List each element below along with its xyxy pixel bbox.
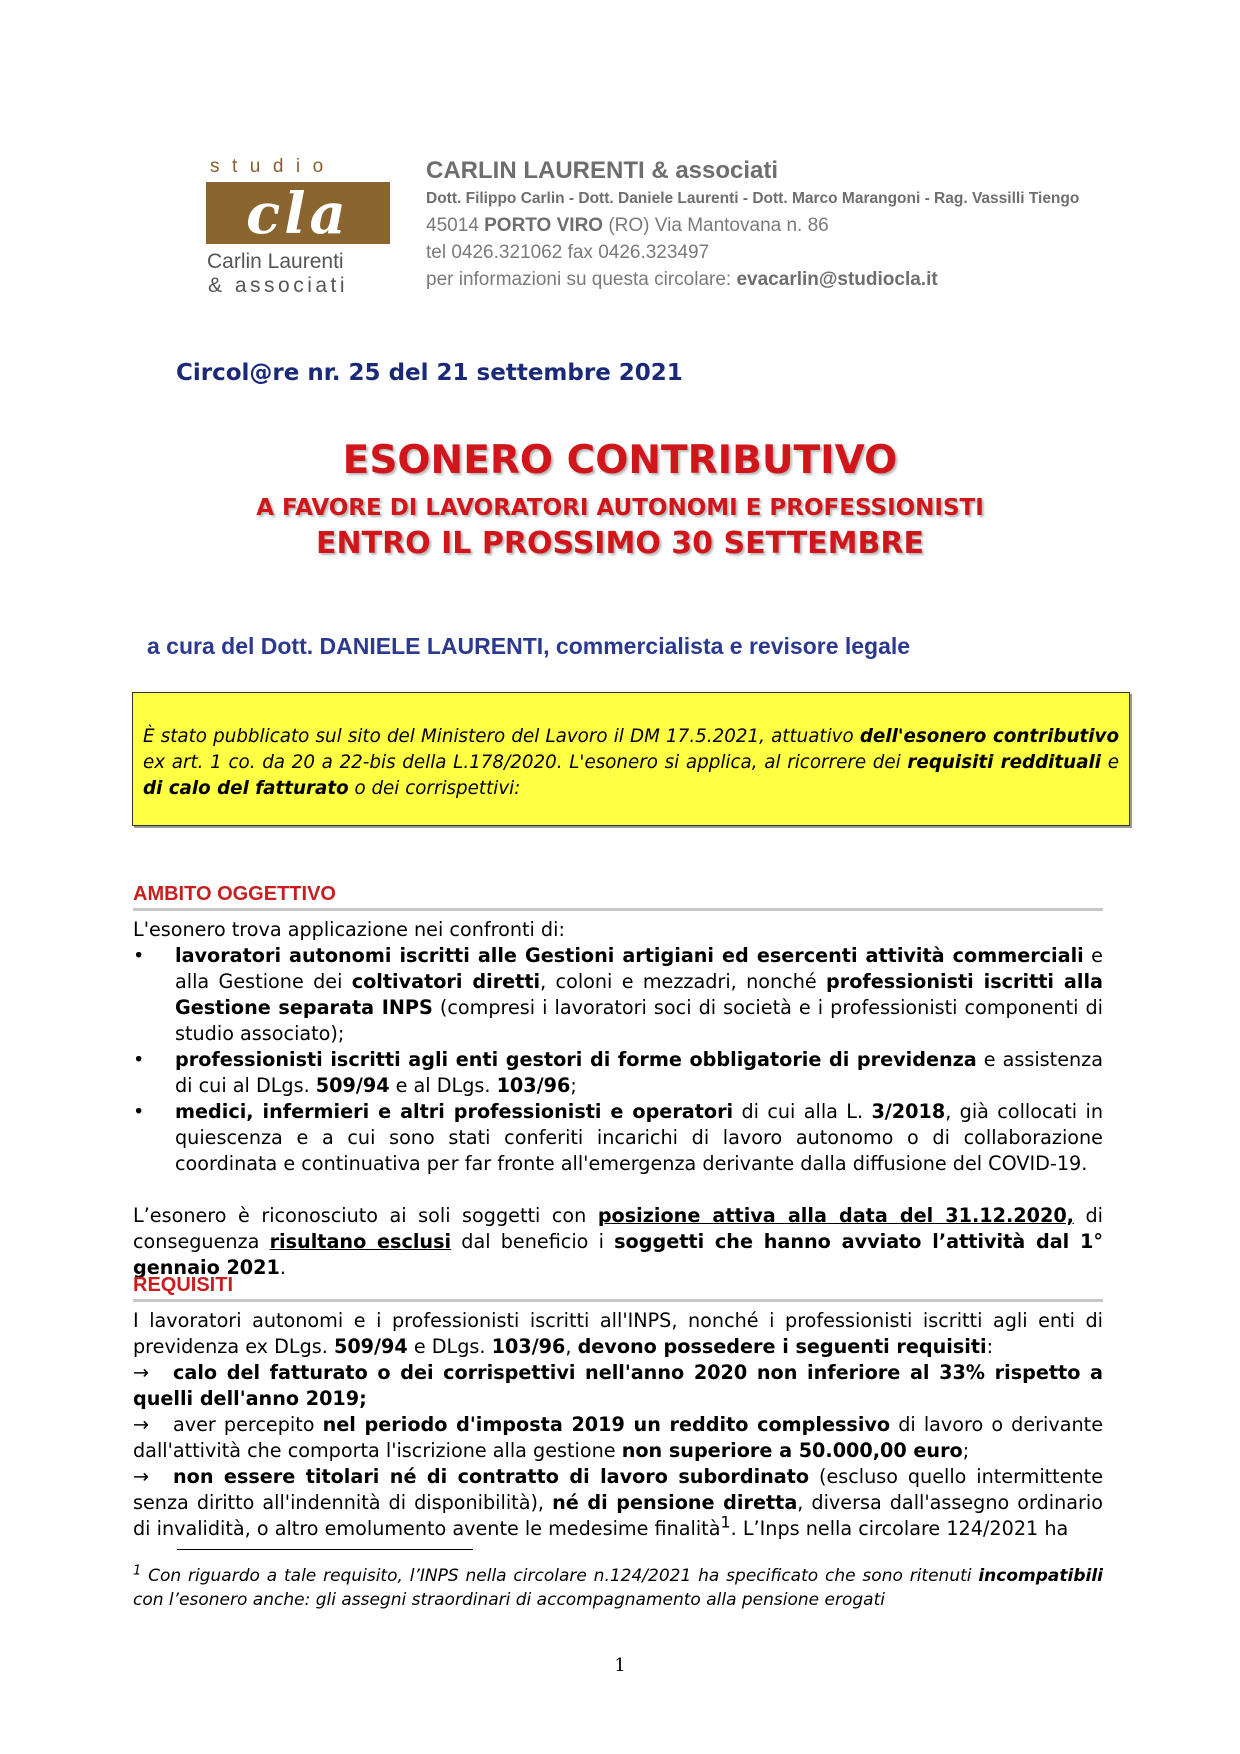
page-number: 1 (614, 1655, 626, 1676)
firm-partners: Dott. Filippo Carlin - Dott. Daniele Laurenti - Dott. Marco Marangoni - Rag. Vassilli Tiengo (426, 190, 1080, 207)
section-intro: L'esonero trova applicazione nei confronti di: (133, 918, 565, 941)
abstract-text: ex art. 1 co. da 20 a 22-bis della L.178/2020. L'esonero si applica, al ricorrere dei (143, 752, 908, 773)
firm-info (426, 266, 1079, 293)
text: e alla Gestione dei (175, 944, 1103, 993)
logo-mark-text: cla (246, 181, 350, 247)
circular-number: Circol@re nr. 25 del 21 settembre 2021 (176, 360, 683, 386)
bullet-icon: • (133, 944, 145, 967)
firm-name: CARLIN LAURENTI & associati (426, 157, 779, 184)
text: di cui alla L. (733, 1100, 872, 1123)
arrow-right-icon: → (133, 1361, 150, 1384)
bullet-icon: • (133, 1048, 145, 1071)
firm-email-link[interactable]: evacarlin@studiocla.it (736, 269, 938, 290)
bold-text: non superiore a 50.000,00 euro (621, 1439, 963, 1462)
section-heading-requisiti: REQUISITI (133, 1274, 1103, 1302)
section-body-ambito (133, 917, 1103, 1281)
logo-mark (206, 181, 390, 247)
main-title: ESONERO CONTRIBUTIVO (342, 438, 898, 483)
text: di conseguenza (133, 1204, 1103, 1253)
bold-text: coltivatori diretti (351, 970, 541, 993)
footnote-ref[interactable]: 1 (720, 1512, 731, 1532)
logo-name-line1: Carlin Laurenti (207, 250, 344, 273)
text: e assistenza di cui al DLgs. (175, 1048, 1103, 1097)
abstract-text: È stato pubblicato sul sito del Ministero del Lavoro il DM 17.5.2021, attuativo (143, 726, 860, 747)
text: . L’Inps nella circolare 124/2021 ha (730, 1517, 1069, 1540)
arrow-right-icon: → (133, 1465, 150, 1488)
deadline-title: ENTRO IL PROSSIMO 30 SETTEMBRE (316, 526, 924, 561)
list-item (133, 1464, 1103, 1542)
footnote (133, 1564, 1103, 1612)
text: , (565, 1335, 578, 1358)
firm-info-prefix: per informazioni su questa circolare: (426, 269, 732, 290)
list-item (133, 1412, 1103, 1464)
exclusion-paragraph (133, 1203, 1103, 1281)
firm-cap: 45014 (426, 215, 479, 236)
bold-text: calo del fatturato o dei corrispettivi nell'anno 2020 non inferiore al 33% rispetto a quelli dell'anno 2019; (133, 1361, 1103, 1410)
firm-header (426, 156, 1079, 293)
abstract-bold: requisiti reddituali (907, 752, 1102, 773)
text: aver percepito (173, 1413, 323, 1436)
text: di lavoro o derivante dall'attività che comporta l'iscrizione alla gestione (133, 1413, 1103, 1462)
text: ; (570, 1074, 577, 1097)
text: e al DLgs. (389, 1074, 497, 1097)
list-item (133, 1047, 1103, 1099)
requirements-intro (133, 1308, 1103, 1360)
text: L’esonero è riconosciuto ai soli soggetti con (133, 1204, 598, 1227)
logo-name-line2: & associati (208, 274, 349, 297)
bold-text: incompatibili (978, 1566, 1103, 1586)
bold-text: nel periodo d'imposta 2019 un reddito complessivo (322, 1413, 891, 1436)
bold-text: professionisti iscritti agli enti gestori di forme obbligatorie di previdenza (175, 1048, 977, 1071)
firm-phones: tel 0426.321062 fax 0426.323497 (426, 242, 710, 263)
firm-address (426, 212, 1079, 239)
bold-text: devono possedere i seguenti requisiti (577, 1335, 987, 1358)
text: (escluso quello intermittente senza diritto all'indennità di disponibilità), (133, 1465, 1103, 1514)
bold-text: non essere titolari né di contratto di lavoro subordinato (173, 1465, 810, 1488)
text: I lavoratori autonomi e i professionisti iscritti all'INPS, nonché i professionisti iscritti agli enti di previdenza ex DLgs. (133, 1309, 1103, 1358)
list-item (133, 1099, 1103, 1177)
bold-text: 3/2018 (871, 1100, 946, 1123)
footnote-number: 1 (133, 1563, 142, 1579)
logo-studio-text: studio (210, 156, 336, 177)
list-item (133, 943, 1103, 1047)
bullet-icon: • (133, 1100, 145, 1123)
list-item (133, 1360, 1103, 1412)
text: (compresi i lavoratori soci di società e i professionisti componenti di studio associato); (175, 996, 1104, 1045)
text: , già collocati in quiescenza e a cui sono stati conferiti incarichi di lavoro autonomo o di collaborazione coordinata e continuativa per far fronte all'emergenza derivante dalla diffusione del COVID-19. (175, 1100, 1103, 1175)
underlined-bold-text: risultano esclusi (269, 1230, 452, 1253)
studio-logo (206, 156, 392, 296)
text: e DLgs. (407, 1335, 492, 1358)
text: : (986, 1335, 994, 1358)
section-heading-ambito: AMBITO OGGETTIVO (133, 883, 1103, 911)
bold-text: medici, infermieri e altri professionisti e operatori (175, 1100, 734, 1123)
text: Con riguardo a tale requisito, l’INPS nella circolare n.124/2021 ha specificato che sono ritenuti (141, 1566, 979, 1586)
text: . (279, 1256, 286, 1279)
bold-text: 103/96 (496, 1074, 571, 1097)
bold-text: soggetti che hanno avviato l’attività dal 1° gennaio 2021 (133, 1230, 1103, 1279)
bold-text: 509/94 (315, 1074, 390, 1097)
text: con l’esonero anche: gli assegni straordinari di accompagnamento alla pensione erogati (133, 1590, 885, 1610)
underlined-bold-text: posizione attiva alla data del 31.12.2020, (597, 1204, 1074, 1227)
bold-text: 509/94 (333, 1335, 408, 1358)
arrow-right-icon: → (133, 1413, 150, 1436)
footnote-separator (177, 1549, 473, 1550)
author-line: a cura del Dott. DANIELE LAURENTI, commercialista e revisore legale (147, 633, 911, 659)
abstract-text: e (1101, 752, 1119, 773)
text: , coloni e mezzadri, nonché (540, 970, 827, 993)
section-body-requisiti (133, 1308, 1103, 1542)
text: dal beneficio i (451, 1230, 615, 1253)
bold-text: 103/96 (491, 1335, 566, 1358)
firm-city: PORTO VIRO (484, 215, 604, 236)
abstract-box (132, 692, 1130, 826)
text: , diversa dall'assegno ordinario di invalidità, o altro emolumento avente le medesime finalità (133, 1491, 1103, 1540)
firm-street: (RO) Via Mantovana n. 86 (608, 215, 829, 236)
bold-text: lavoratori autonomi iscritti alle Gestioni artigiani ed esercenti attività commerciali (175, 944, 1084, 967)
abstract-text: o dei corrispettivi: (348, 778, 521, 799)
abstract-bold: dell'esonero contributivo (859, 726, 1120, 747)
bold-text: professionisti iscritti alla Gestione separata INPS (175, 970, 1103, 1019)
abstract-bold: di calo del fatturato (143, 778, 349, 799)
subtitle: A FAVORE DI LAVORATORI AUTONOMI E PROFESSIONISTI (256, 495, 984, 521)
bold-text: né di pensione diretta (552, 1491, 798, 1514)
text: ; (962, 1439, 970, 1462)
